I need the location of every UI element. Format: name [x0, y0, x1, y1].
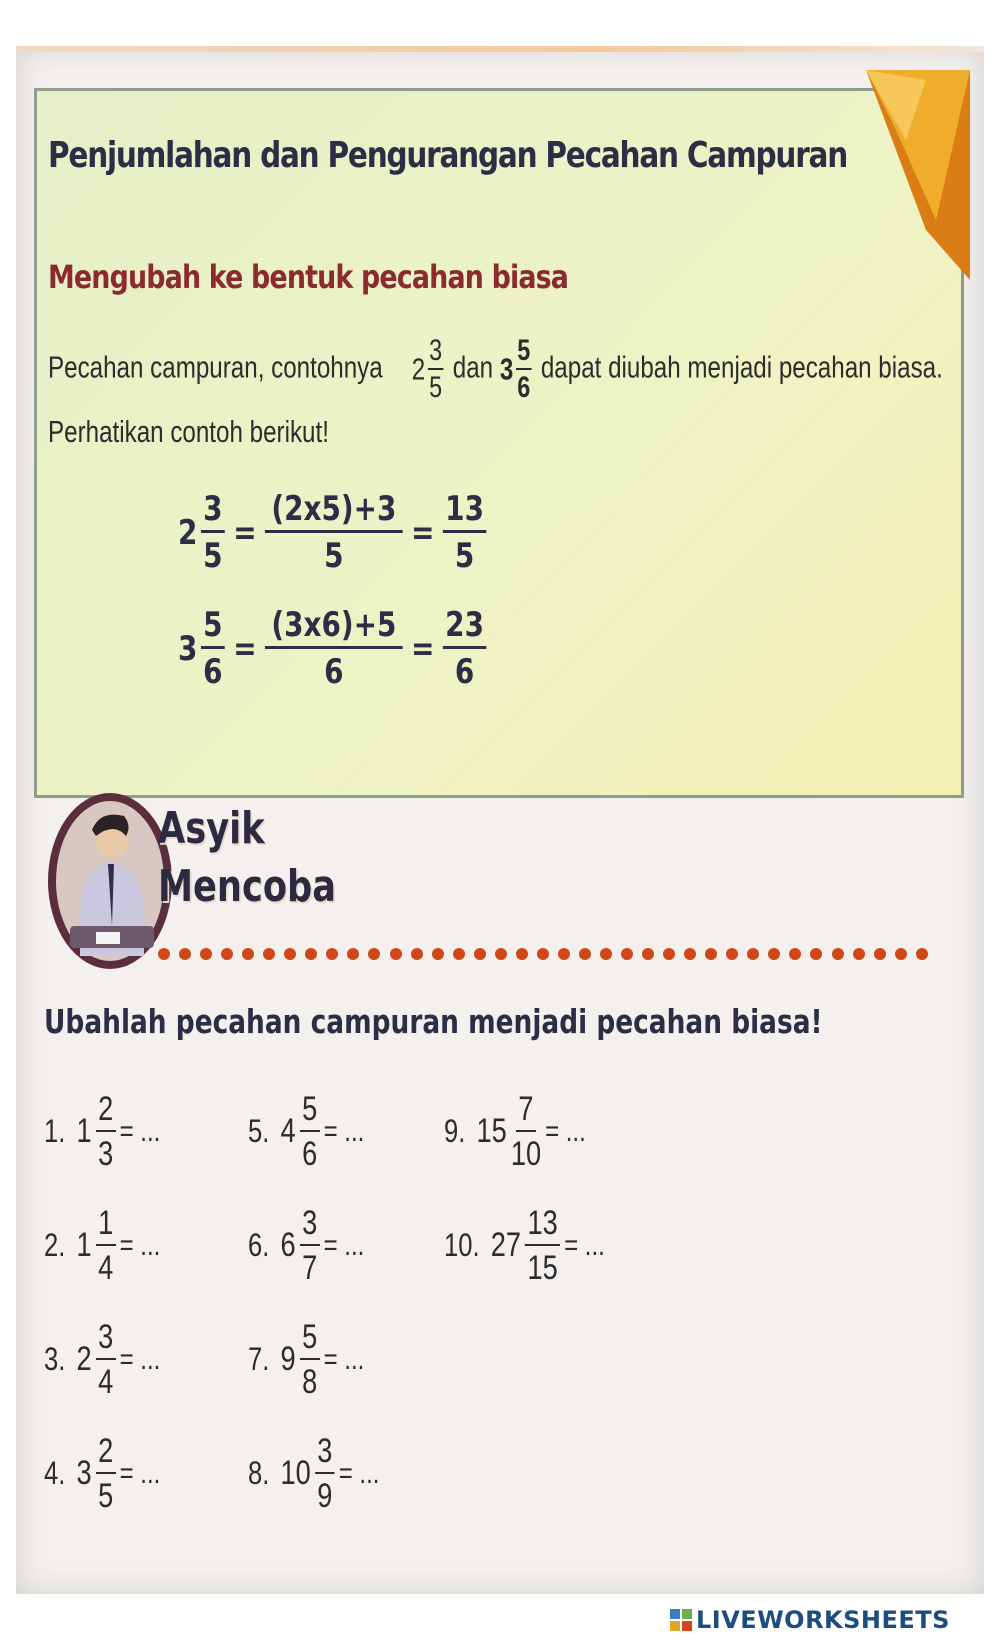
exercise-fraction: [300, 1206, 320, 1285]
intro-text-after: dapat diubah menjadi pecahan biasa.: [540, 349, 943, 385]
exercise-item: [248, 1320, 364, 1399]
denominator: 6: [517, 371, 531, 404]
exercise-number: 6.: [248, 1227, 270, 1263]
intro-text-mid: dan: [452, 349, 494, 385]
intro-ex1-whole: 2: [411, 351, 426, 387]
example-row-1: [178, 489, 490, 576]
denominator: 15: [527, 1249, 558, 1287]
answer-blank[interactable]: = ...: [119, 1114, 161, 1148]
example-fraction: [201, 489, 225, 576]
numerator: 5: [300, 1320, 320, 1360]
numerator: 13: [525, 1206, 560, 1246]
numerator: 5: [516, 336, 532, 370]
denominator: 3: [98, 1135, 114, 1173]
denominator: 4: [98, 1363, 114, 1401]
exercise-item: [44, 1092, 160, 1171]
exercise-whole: 1: [76, 1112, 92, 1150]
example-result: [443, 489, 487, 576]
numerator: 2: [96, 1434, 116, 1474]
equals-sign: =: [233, 512, 257, 553]
exercise-item: [44, 1434, 160, 1513]
denominator: 6: [302, 1135, 318, 1173]
answer-blank[interactable]: = ...: [323, 1228, 365, 1262]
answer-blank[interactable]: = ...: [119, 1342, 161, 1376]
equals-sign: =: [233, 628, 257, 669]
numerator: 2: [96, 1092, 116, 1132]
answer-blank[interactable]: = ...: [564, 1228, 605, 1262]
equals-sign: =: [411, 512, 435, 553]
answer-blank[interactable]: = ...: [545, 1114, 586, 1148]
example-expression: [265, 605, 403, 692]
exercise-number: 7.: [248, 1341, 270, 1377]
exercise-whole: 4: [280, 1112, 296, 1150]
denominator: 5: [98, 1477, 114, 1515]
exercise-whole: 3: [76, 1454, 92, 1492]
answer-blank[interactable]: = ...: [119, 1228, 161, 1262]
exercise-number: 9.: [444, 1113, 466, 1149]
exercise-whole: 9: [280, 1340, 296, 1378]
exercise-number: 1.: [44, 1113, 66, 1149]
activity-heading: [158, 800, 336, 916]
denominator: 9: [317, 1477, 333, 1515]
exercise-whole: 15: [476, 1112, 507, 1150]
exercise-item: [248, 1434, 379, 1513]
numerator: 5: [201, 608, 225, 649]
numerator: 3: [201, 492, 225, 533]
intro-ex2-whole: 3: [499, 351, 514, 387]
exercise-whole: 6: [280, 1226, 296, 1264]
numerator: (3x6)+5: [265, 608, 403, 649]
exercise-whole: 1: [76, 1226, 92, 1264]
exercise-fraction: [300, 1092, 320, 1171]
exercise-item: [444, 1206, 605, 1285]
exercise-fraction: [96, 1434, 116, 1513]
numerator: 3: [96, 1320, 116, 1360]
dotted-divider: [158, 944, 928, 964]
exercise-fraction: [96, 1206, 116, 1285]
numerator: 13: [443, 492, 487, 533]
denominator: 6: [203, 652, 223, 692]
exercise-fraction: [300, 1320, 320, 1399]
example-result: [443, 605, 487, 692]
corner-fold-icon: [866, 70, 970, 280]
answer-blank[interactable]: = ...: [338, 1456, 380, 1490]
exercise-item: [248, 1206, 364, 1285]
equals-sign: =: [411, 628, 435, 669]
exercise-number: 8.: [248, 1455, 270, 1491]
intro-line: [48, 336, 943, 403]
exercise-item: [44, 1206, 160, 1285]
denominator: 10: [510, 1135, 542, 1173]
footer-brand-text: LIVEWORKSHEETS: [696, 1606, 950, 1634]
denominator: 4: [98, 1249, 114, 1287]
exercise-item: [248, 1092, 364, 1171]
numerator: 23: [443, 608, 487, 649]
top-strip: [16, 46, 984, 52]
denominator: 8: [302, 1363, 318, 1401]
denominator: 5: [324, 536, 344, 576]
intro-line-2: Perhatikan contoh berikut!: [48, 414, 329, 449]
exercise-whole: 2: [76, 1340, 92, 1378]
activity-heading-line1: Asyik: [158, 803, 265, 854]
exercise-fraction: [96, 1320, 116, 1399]
section-subtitle: Mengubah ke bentuk pecahan biasa: [48, 258, 569, 296]
exercise-fraction: [96, 1092, 116, 1171]
numerator: 7: [516, 1092, 536, 1132]
denominator: 6: [324, 652, 344, 692]
exercise-number: 2.: [44, 1227, 66, 1263]
denominator: 7: [302, 1249, 318, 1287]
exercise-item: [444, 1092, 586, 1171]
denominator: 6: [454, 652, 475, 692]
exercise-number: 4.: [44, 1455, 66, 1491]
numerator: 3: [300, 1206, 320, 1246]
numerator: 5: [300, 1092, 320, 1132]
exercise-number: 3.: [44, 1341, 66, 1377]
exercise-item: [44, 1320, 160, 1399]
exercise-number: 5.: [248, 1113, 270, 1149]
section-title: Penjumlahan dan Pengurangan Pecahan Campuran: [48, 135, 848, 176]
numerator: 3: [428, 336, 444, 370]
denominator: 5: [203, 536, 223, 576]
example-whole: 2: [178, 512, 198, 553]
denominator: 5: [429, 371, 443, 404]
exercise-fraction: [525, 1206, 560, 1285]
answer-blank[interactable]: = ...: [323, 1114, 365, 1148]
liveworksheets-logo-icon: [670, 1609, 692, 1631]
denominator: 5: [454, 536, 475, 576]
answer-blank[interactable]: = ...: [119, 1456, 161, 1490]
exercise-whole: 10: [280, 1454, 311, 1492]
footer-brand: [670, 1606, 950, 1634]
activity-instruction: Ubahlah pecahan campuran menjadi pecahan biasa!: [44, 1002, 823, 1041]
numerator: 3: [315, 1434, 335, 1474]
intro-text-before: Pecahan campuran, contohnya: [48, 349, 383, 385]
example-expression: [265, 489, 403, 576]
exercise-fraction: [315, 1434, 335, 1513]
exercise-number: 10.: [444, 1227, 480, 1263]
intro-ex2-fraction: [516, 336, 532, 403]
answer-blank[interactable]: = ...: [323, 1342, 365, 1376]
intro-ex1-fraction: [428, 336, 444, 403]
numerator: 1: [96, 1206, 116, 1246]
activity-heading-line2: Mencoba: [158, 861, 336, 912]
example-fraction: [201, 605, 225, 692]
numerator: (2x5)+3: [265, 492, 403, 533]
exercise-whole: 27: [490, 1226, 522, 1264]
exercise-fraction: [511, 1092, 541, 1171]
example-whole: 3: [178, 628, 198, 669]
example-row-2: [178, 605, 490, 692]
